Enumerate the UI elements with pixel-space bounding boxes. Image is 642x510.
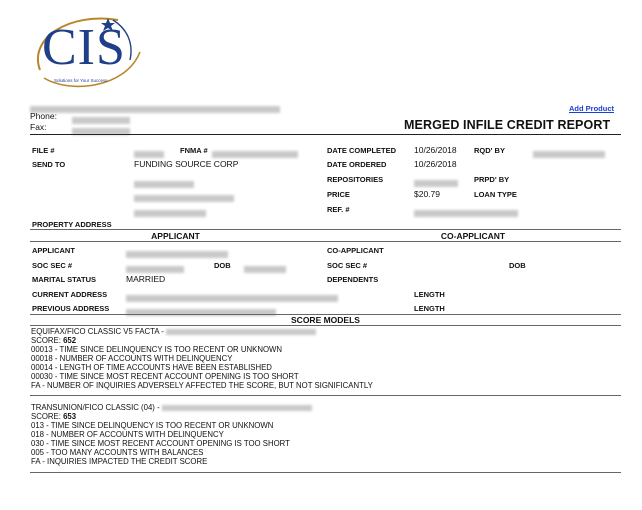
ssn-label: SOC SEC # xyxy=(32,261,73,270)
dob-value xyxy=(244,261,286,279)
send-to-address-3 xyxy=(134,205,206,223)
score-model-transunion xyxy=(31,403,621,466)
score-factor: 00018 - NUMBER OF ACCOUNTS WITH DELINQUENCY xyxy=(31,354,233,363)
send-to-label: SEND TO xyxy=(32,160,66,169)
score-factor: FA - NUMBER OF INQUIRIES ADVERSELY AFFECTED THE SCORE, BUT NOT SIGNIFICANTLY xyxy=(31,381,373,390)
co-applicant-heading: CO-APPLICANT xyxy=(440,231,506,241)
model-name-line xyxy=(31,327,621,336)
score-value: 652 xyxy=(63,336,77,345)
model-score-line xyxy=(31,412,621,421)
rqd-by-label: RQD' BY xyxy=(474,146,505,155)
score-label: SCORE: xyxy=(31,412,61,421)
length-label-2: LENGTH xyxy=(414,304,445,313)
applicant-head-rule xyxy=(30,241,621,242)
applicant-heading: APPLICANT xyxy=(151,231,200,241)
score-model-equifax xyxy=(31,327,621,390)
header-rule xyxy=(30,134,621,135)
company-logo xyxy=(30,8,148,94)
co-applicant-name-label: CO-APPLICANT xyxy=(327,246,384,255)
fax-label: Fax: xyxy=(30,122,47,132)
model-name: TRANSUNION/FICO CLASSIC (04) - xyxy=(31,403,160,412)
send-to-value: FUNDING SOURCE CORP xyxy=(134,159,239,169)
logo-tagline: Solutions for Your Success xyxy=(54,78,108,83)
dob-label: DOB xyxy=(214,261,231,270)
phone-label: Phone: xyxy=(30,111,57,121)
score-factor: FA - INQUIRIES IMPACTED THE CREDIT SCORE xyxy=(31,457,208,466)
co-ssn-label: SOC SEC # xyxy=(327,261,368,270)
score-head-rule xyxy=(30,325,621,326)
loan-type-label: LOAN TYPE xyxy=(474,190,517,199)
previous-address-label: PREVIOUS ADDRESS xyxy=(32,304,110,313)
model-separator xyxy=(30,395,621,396)
date-completed-value: 10/26/2018 xyxy=(414,145,457,155)
date-ordered-value: 10/26/2018 xyxy=(414,159,457,169)
rqd-by-value xyxy=(533,146,605,164)
prpd-by-label: PRPD' BY xyxy=(474,175,510,184)
file-number-label: FILE # xyxy=(32,146,55,155)
marital-status-label: MARITAL STATUS xyxy=(32,275,97,284)
score-factor: 013 - TIME SINCE DELINQUENCY IS TOO RECENT OR UNKNOWN xyxy=(31,421,274,430)
score-factor: 00014 - LENGTH OF TIME ACCOUNTS HAVE BEEN ESTABLISHED xyxy=(31,363,272,372)
score-value: 653 xyxy=(63,412,77,421)
co-dob-label: DOB xyxy=(509,261,526,270)
length-label: LENGTH xyxy=(414,290,445,299)
score-label: SCORE: xyxy=(31,336,61,345)
applicant-name-label: APPLICANT xyxy=(32,246,75,255)
price-value: $20.79 xyxy=(414,189,440,199)
score-factor: 00013 - TIME SINCE DELINQUENCY IS TOO RECENT OR UNKNOWN xyxy=(31,345,283,354)
date-completed-label: DATE COMPLETED xyxy=(327,146,397,155)
date-ordered-label: DATE ORDERED xyxy=(327,160,387,169)
score-models-heading: SCORE MODELS xyxy=(291,315,360,325)
bottom-rule xyxy=(30,472,621,473)
ref-value xyxy=(414,205,518,223)
score-factor: 005 - TOO MANY ACCOUNTS WITH BALANCES xyxy=(31,448,204,457)
company-address xyxy=(30,101,280,119)
marital-status-value: MARRIED xyxy=(126,274,166,284)
property-address-label: PROPERTY ADDRESS xyxy=(32,220,112,229)
report-title: MERGED INFILE CREDIT REPORT xyxy=(404,118,611,132)
price-label: PRICE xyxy=(327,190,350,199)
fnma-label: FNMA # xyxy=(180,146,208,155)
applicant-top-rule xyxy=(30,229,621,230)
model-name: EQUIFAX/FICO CLASSIC V5 FACTA - xyxy=(31,327,164,336)
fax-value xyxy=(72,123,130,141)
current-address-label: CURRENT ADDRESS xyxy=(32,290,108,299)
logo-text: CIS xyxy=(42,19,126,76)
dependents-label: DEPENDENTS xyxy=(327,275,379,284)
score-factor: 00030 - TIME SINCE MOST RECENT ACCOUNT OPENING IS TOO SHORT xyxy=(31,372,299,381)
ref-label: REF. # xyxy=(327,205,350,214)
model-name-line xyxy=(31,403,621,412)
model-score-line xyxy=(31,336,621,345)
score-factor: 030 - TIME SINCE MOST RECENT ACCOUNT OPENING IS TOO SHORT xyxy=(31,439,290,448)
add-product-link[interactable]: Add Product xyxy=(569,104,614,113)
repositories-label: REPOSITORIES xyxy=(327,175,384,184)
score-factor: 018 - NUMBER OF ACCOUNTS WITH DELINQUENCY xyxy=(31,430,224,439)
